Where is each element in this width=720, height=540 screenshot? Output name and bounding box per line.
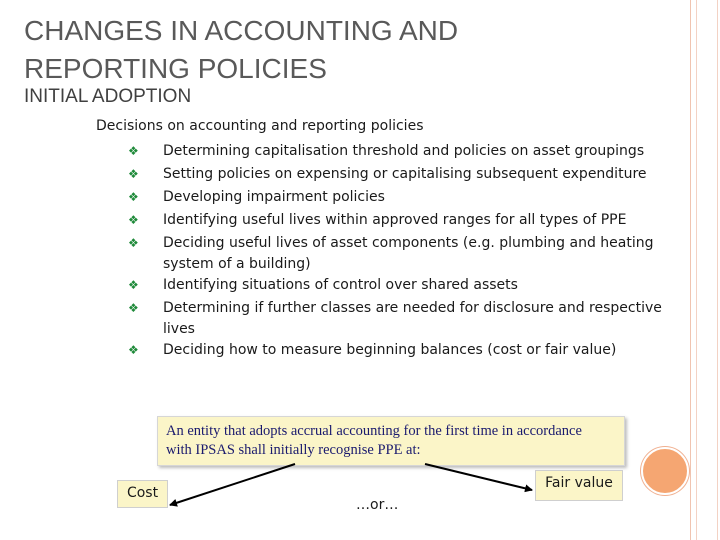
list-item-text-continued: lives bbox=[163, 321, 195, 337]
callout-text: An entity that adopts accrual accounting for the first time in accordance with IPSAS shall initially recognise PPE at: bbox=[166, 423, 582, 458]
diamond-bullet-icon: ❖ bbox=[128, 278, 139, 292]
list-item-text: Determining capitalisation threshold and policies on asset groupings bbox=[163, 143, 645, 159]
diamond-bullet-icon: ❖ bbox=[128, 144, 139, 158]
list-item-text: Setting policies on expensing or capitalising subsequent expenditure bbox=[163, 166, 647, 182]
diamond-bullet-icon: ❖ bbox=[128, 213, 139, 227]
arrow-to-fair-value bbox=[425, 464, 532, 490]
list-item-text: Deciding how to measure beginning balances (cost or fair value) bbox=[163, 342, 617, 358]
list-item-text: Determining if further classes are needed for disclosure and respective bbox=[163, 300, 662, 316]
list-item-text: Developing impairment policies bbox=[163, 189, 385, 205]
diamond-bullet-icon: ❖ bbox=[128, 343, 139, 357]
diamond-bullet-icon: ❖ bbox=[128, 167, 139, 181]
cost-label: Cost bbox=[126, 485, 159, 501]
list-item-text: Deciding useful lives of asset components (e.g. plumbing and heating bbox=[163, 235, 654, 251]
intro-text: Decisions on accounting and reporting policies bbox=[96, 118, 424, 134]
list-item-text: Identifying useful lives within approved ranges for all types of PPE bbox=[163, 212, 627, 228]
diamond-bullet-icon: ❖ bbox=[128, 236, 139, 250]
cost-box bbox=[117, 480, 168, 508]
diamond-bullet-icon: ❖ bbox=[128, 190, 139, 204]
fair-value-box bbox=[535, 470, 623, 501]
slide-subtitle: INITIAL ADOPTION bbox=[24, 86, 192, 107]
list-item-text-continued: system of a building) bbox=[163, 256, 311, 272]
or-text: …or… bbox=[356, 497, 399, 513]
arrow-to-cost bbox=[170, 464, 295, 505]
slide-title: CHANGES IN ACCOUNTING AND REPORTING POLICIES bbox=[24, 15, 459, 84]
list-item-text: Identifying situations of control over shared assets bbox=[163, 277, 518, 293]
fair-value-label: Fair value bbox=[545, 475, 613, 491]
diamond-bullet-icon: ❖ bbox=[128, 301, 139, 315]
